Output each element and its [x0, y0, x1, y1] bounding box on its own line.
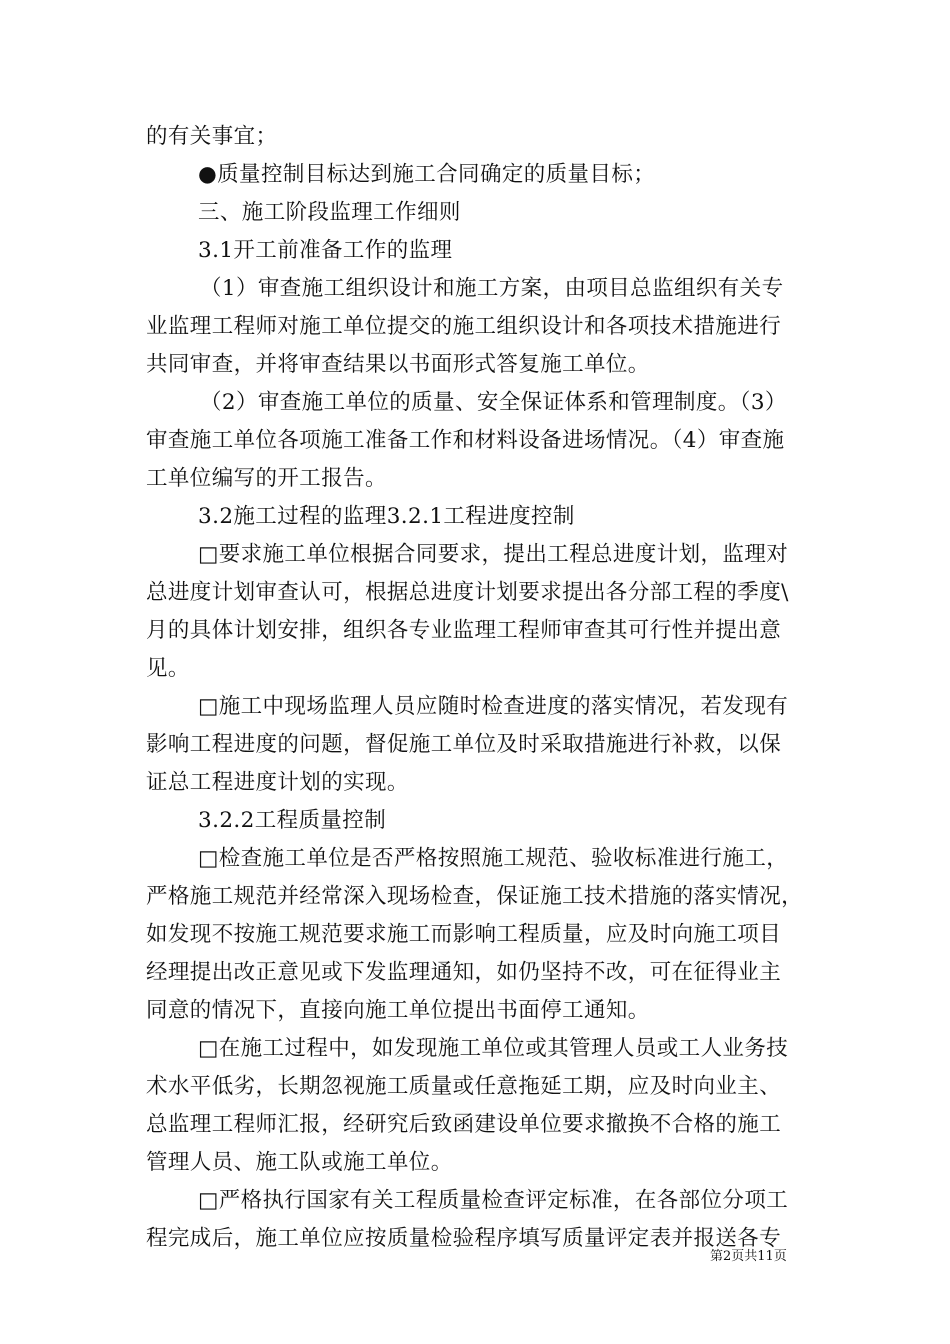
bullet-line: ●质量控制目标达到施工合同确定的质量目标；	[198, 162, 656, 187]
body-line: 见。	[146, 656, 190, 681]
body-line: 工单位编写的开工报告。	[146, 466, 387, 491]
body-line: □检查施工单位是否严格按照施工规范、验收标准进行施工，	[198, 846, 789, 871]
body-line: 术水平低劣，长期忽视施工质量或任意拖延工期，应及时向业主、	[146, 1074, 782, 1099]
body-line: （1）审查施工组织设计和施工方案，由项目总监组织有关专	[200, 276, 784, 301]
body-line: 经理提出改正意见或下发监理通知，如仍坚持不改，可在征得业主	[146, 960, 782, 985]
subsection-heading: 3.1开工前准备工作的监理	[198, 238, 453, 263]
body-line: （2）审查施工单位的质量、安全保证体系和管理制度。（3）	[200, 390, 787, 415]
body-line: 审查施工单位各项施工准备工作和材料设备进场情况。（4）审查施	[146, 428, 785, 453]
section-heading: 三、施工阶段监理工作细则	[198, 200, 461, 225]
body-line: 证总工程进度计划的实现。	[146, 770, 409, 795]
body-line: 同意的情况下，直接向施工单位提出书面停工通知。	[146, 998, 650, 1023]
body-line: □严格执行国家有关工程质量检查评定标准，在各部位分项工	[198, 1188, 789, 1213]
body-line: 严格施工规范并经常深入现场检查，保证施工技术措施的落实情况，	[146, 884, 804, 909]
body-line: 总监理工程师汇报，经研究后致函建设单位要求撤换不合格的施工	[146, 1112, 782, 1137]
body-line: □在施工过程中，如发现施工单位或其管理人员或工人业务技	[198, 1036, 789, 1061]
body-line: □施工中现场监理人员应随时检查进度的落实情况，若发现有	[198, 694, 789, 719]
body-line: □要求施工单位根据合同要求，提出工程总进度计划，监理对	[198, 542, 789, 567]
body-line: 总进度计划审查认可，根据总进度计划要求提出各分部工程的季度\	[146, 580, 789, 605]
body-line: 共同审查，并将审查结果以书面形式答复施工单位。	[146, 352, 650, 377]
subsection-heading: 3.2施工过程的监理3.2.1工程进度控制	[198, 504, 575, 529]
body-line: 如发现不按施工规范要求施工而影响工程质量，应及时向施工项目	[146, 922, 782, 947]
body-line: 管理人员、施工队或施工单位。	[146, 1150, 453, 1175]
body-line: 影响工程进度的问题，督促施工单位及时采取措施进行补救，以保	[146, 732, 782, 757]
body-line: 程完成后，施工单位应按质量检验程序填写质量评定表并报送各专	[146, 1226, 782, 1251]
body-line: 的有关事宜；	[146, 124, 278, 149]
body-line: 月的具体计划安排，组织各专业监理工程师审查其可行性并提出意	[146, 618, 782, 643]
subsection-heading: 3.2.2工程质量控制	[198, 808, 387, 833]
body-line: 业监理工程师对施工单位提交的施工组织设计和各项技术措施进行	[146, 314, 782, 339]
page-number-footer: 第2页共11页	[710, 1249, 787, 1264]
